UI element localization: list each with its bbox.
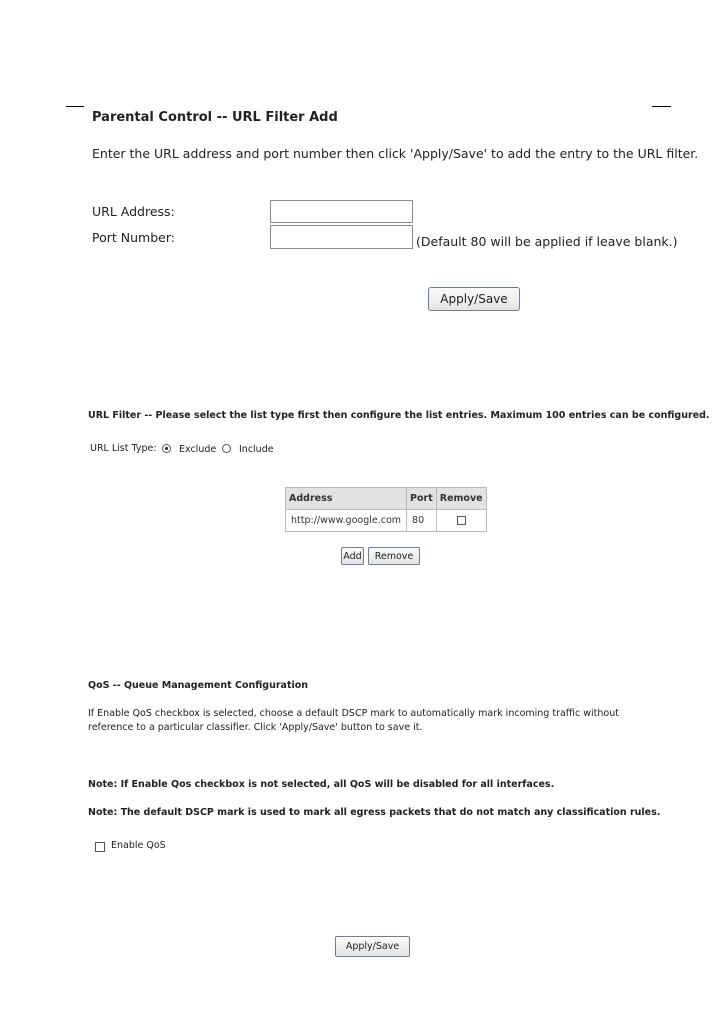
row-address: http://www.google.com [286, 510, 407, 532]
instructions-text: Enter the URL address and port number then click 'Apply/Save' to add the entry to the URL filter. [92, 146, 699, 161]
header-rule-left [66, 106, 84, 107]
url-list-type-label: URL List Type: [90, 443, 157, 454]
row-remove-cell [436, 510, 486, 532]
url-filter-title: URL Filter -- Please select the list type first then configure the list entries. Maximum 100 entries can be configured. [88, 410, 710, 421]
include-label: Include [239, 444, 274, 455]
port-number-input[interactable] [270, 225, 413, 249]
header-rule-right [652, 106, 671, 107]
table-row [286, 510, 487, 532]
qos-apply-save-button[interactable]: Apply/Save [335, 936, 410, 957]
port-number-label: Port Number: [92, 230, 175, 245]
url-address-input[interactable] [270, 200, 413, 223]
row-port: 80 [407, 510, 437, 532]
qos-note-2: Note: The default DSCP mark is used to mark all egress packets that do not match any classification rules. [88, 807, 661, 818]
qos-title: QoS -- Queue Management Configuration [88, 680, 309, 691]
remove-button[interactable]: Remove [368, 547, 420, 565]
column-header-port: Port [407, 488, 437, 510]
exclude-radio[interactable] [162, 444, 171, 453]
enable-qos-label: Enable QoS [111, 840, 166, 851]
column-header-address: Address [286, 488, 407, 510]
add-button[interactable]: Add [341, 547, 364, 565]
qos-note-1: Note: If Enable Qos checkbox is not selected, all QoS will be disabled for all interfaces. [88, 779, 555, 790]
qos-description: If Enable QoS checkbox is selected, choose a default DSCP mark to automatically mark incoming traffic without reference to a particular classifier. Click 'Apply/Save' button to save it. [88, 708, 619, 733]
enable-qos-checkbox[interactable] [95, 842, 105, 852]
url-filter-table [285, 487, 487, 532]
include-radio[interactable] [222, 444, 231, 453]
column-header-remove: Remove [436, 488, 486, 510]
exclude-label: Exclude [179, 444, 217, 455]
table-header-row [286, 488, 487, 510]
url-address-label: URL Address: [92, 204, 175, 219]
apply-save-button[interactable]: Apply/Save [428, 287, 520, 311]
page-title: Parental Control -- URL Filter Add [92, 110, 338, 125]
remove-checkbox[interactable] [457, 516, 466, 525]
port-hint-text: (Default 80 will be applied if leave blank.) [416, 234, 678, 249]
